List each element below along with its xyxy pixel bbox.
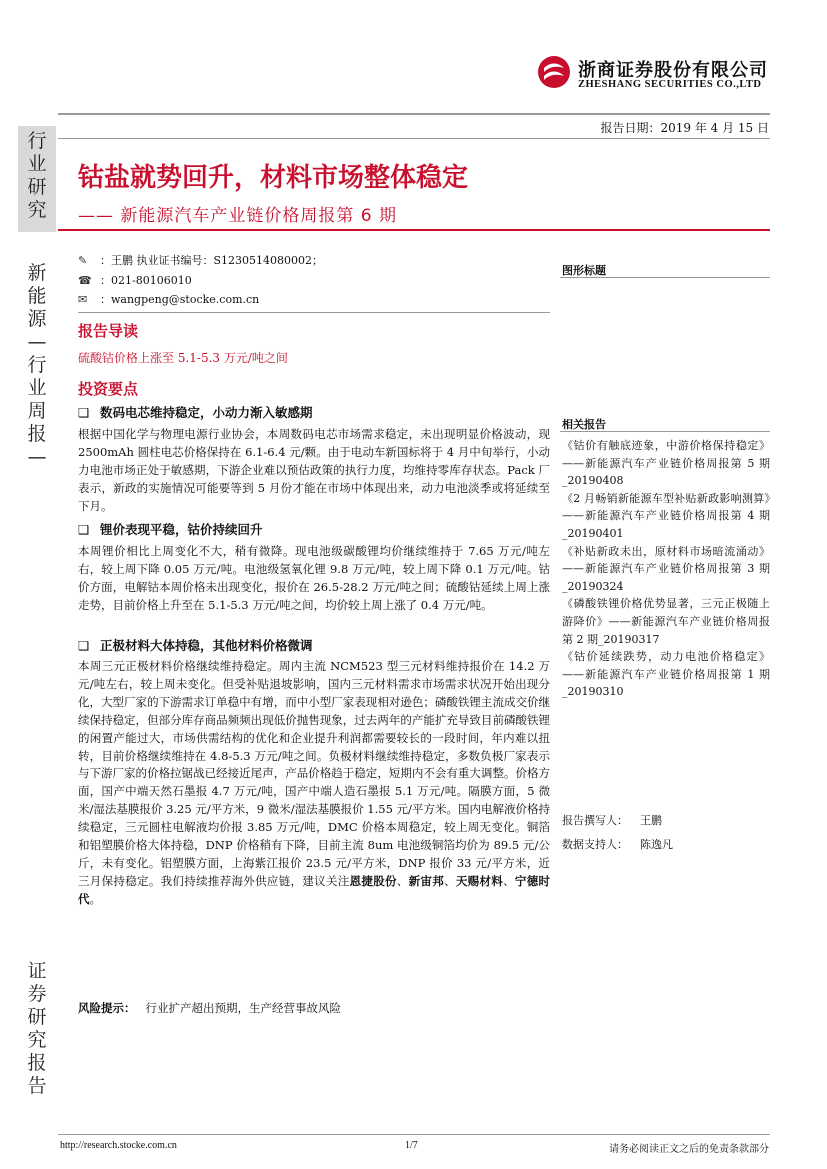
pen-icon: ✎ (78, 254, 88, 267)
footer-url-link[interactable]: http://research.stocke.com.cn (60, 1140, 177, 1151)
logo-mark-icon (536, 54, 572, 90)
point-3-body: 本周三元正极材料价格继续维持稳定。周内主流 NCM523 型三元材料维持报价在 14.2 万元/吨左右，较上周未变化。但受补贴退坡影响，国内三元材料需求市场需求状况开始出现分化，大型厂家的下游需求订单稳中有增，而中小型厂家表现相对逊色；磷酸铁锂主流成交价继续保持稳定，但部分库存商品频频出现低价抛售现象，过去两年的产能扩充导致目前磷酸铁锂的闲置产能过大，市场供需结构的优化和企业提升利润都需要较长的一段时间，年内难以扭转，目前价格继续维持在 4.8-5.3 万元/吨之间。负极材料继续维持稳定，多数负极厂家表示与下游厂家的价格拉锯战已经接近尾声，产品价格趋于稳定，短期内不会有重大调整。价格方面，国产中端天然石墨报 4.7 万元/吨，国产中端人造石墨报 5.1 万元/吨。隔膜方面，5 微米/湿法基膜报价 3.25 元/平方米，9 微米/湿法基膜报价 1.55 元/平方米。国内电解液价格持续稳定，三元圆柱电解液均价报 3.85 万元/吨，DMC 价格本周稳定，较上周无变化。铜箔和铝塑膜价格大体持稳，DNP 价格稍有下降，目前主流 8um 电池级铜箔均价为 89.5 元/公斤，未有变化。铝塑膜方面，上海紫江报价 23.5 元/平方米，DNP 报价 33 元/平方米，近三月保持稳定。我们持续推荐海外供应链，建议关注恩捷股份、新宙邦、天赐材料、宁德时代。 (78, 659, 551, 906)
recommend-stock: 恩捷股份 (349, 873, 397, 888)
phone-line (78, 272, 192, 288)
figure-rule (560, 277, 770, 278)
report-writer: 报告撰写人： 王鹏 (562, 814, 662, 827)
sidebar-category-mid: 新 能 源 — 行 业 周 报 — (27, 262, 47, 468)
recommend-stock: 天赐材料 (455, 873, 504, 888)
contact-rule (78, 312, 550, 313)
report-date: 报告日期：2019 年 4 月 15 日 (600, 121, 769, 135)
guide-text: 硫酸钴价格上涨至 5.1-5.3 万元/吨之间 (78, 351, 288, 365)
phone-icon: ☎ (78, 274, 92, 287)
guide-heading: 报告导读 (78, 322, 139, 340)
footer-disclaimer: 请务必阅读正文之后的免责条款部分 (609, 1144, 769, 1155)
email-line (78, 291, 259, 307)
points-heading: 投资要点 (78, 380, 139, 398)
phone-text: ：021-80106010 (100, 274, 192, 287)
company-name-en: ZHESHANG SECURITIES CO.,LTD (578, 79, 762, 90)
email-link[interactable]: ：wangpeng@stocke.com.cn (100, 293, 260, 306)
report-subtitle: —— 新能源汽车产业链价格周报第 6 期 (78, 206, 398, 226)
company-name-cn: 浙商证券股份有限公司 (578, 60, 768, 81)
risk-warning (78, 1000, 341, 1016)
point-1-title: ❑ 数码电芯维持稳定，小动力渐入敏感期 (78, 405, 313, 420)
checkbox-bullet-icon: ❑ (78, 638, 90, 653)
checkbox-bullet-icon: ❑ (78, 405, 90, 420)
sidebar-category-bottom: 证 券 研 究 报 告 (27, 960, 47, 1097)
mail-icon: ✉ (78, 293, 88, 306)
point-3-title: ❑ 正极材料大体持稳，其他材料价格微调 (78, 638, 313, 653)
sidebar-category-top: 行 业 研 究 (27, 130, 47, 221)
related-heading: 相关报告 (562, 418, 606, 431)
author-text: ：王鹏 执业证书编号：S1230514080002； (100, 254, 324, 267)
date-rule (58, 138, 770, 139)
related-report-item: 《补贴新政未出，原材料市场暗流涌动》——新能源汽车产业链价格周报第 3 期_20190324 (562, 544, 770, 593)
risk-text: 行业扩产超出预期，生产经营事故风险 (145, 1001, 341, 1015)
title-rule (58, 229, 770, 231)
recommend-stock: 新宙邦 (408, 873, 445, 888)
checkbox-bullet-icon: ❑ (78, 522, 90, 537)
company-logo (536, 52, 776, 96)
page-number: 1/7 (405, 1140, 418, 1151)
data-supporter: 数据支持人： 陈逸凡 (562, 838, 673, 851)
related-reports-list (562, 437, 770, 701)
report-title: 钴盐就势回升，材料市场整体稳定 (78, 163, 469, 193)
related-report-item: 《钴价延续跌势，动力电池价格稳定》——新能源汽车产业链价格周报第 1 期_20190310 (562, 650, 770, 699)
related-report-item: 《2 月畅销新能源车型补贴新政影响测算》——新能源汽车产业链价格周报第 4 期_20190401 (562, 491, 770, 540)
point-1-body: 根据中国化学与物理电源行业协会，本周数码电芯市场需求稳定，未出现明显价格波动，现 2500mAh 圆柱电芯价格保持在 6.1-6.4 元/颗。由于电动车新国标将于 4 月中旬举行，小动力电池市场正处于敏感期，下游企业难以预估政策的执行力度，均维持零库存状态。Pack 厂表示，新政的实施情况可能要等到 5 月份才能在市场中体现出来，动力电池淡季或将延续至下月。 (78, 427, 550, 513)
author-line (78, 252, 323, 268)
point-2-title: ❑ 锂价表现平稳，钴价持续回升 (78, 522, 263, 537)
recommend-stock: 宁德时代 (78, 873, 551, 906)
figure-heading: 图形标题 (562, 264, 606, 277)
related-rule (560, 431, 770, 432)
related-report-item: 《钴价有触底迹象，中游价格保持稳定》——新能源汽车产业链价格周报第 5 期_20190408 (562, 439, 770, 488)
footer-rule (58, 1134, 770, 1135)
related-report-item: 《磷酸铁锂价格优势显著，三元正极随上游降价》——新能源汽车产业链价格周报第 2 期_20190317 (562, 597, 770, 646)
risk-label: 风险提示： (78, 1001, 136, 1015)
header-rule (58, 113, 770, 115)
point-2-body: 本周锂价相比上周变化不大，稍有微降。现电池级碳酸锂均价继续维持于 7.65 万元/吨左右，较上周下降 0.05 万元/吨。电池级氢氧化锂 9.8 万元/吨，较上周下降 0.1 万元/吨。钴价方面，电解钴本周价格未出现变化，报价在 26.5-28.2 万元/吨之间；硫酸钴延续上周上涨走势，目前价格上升至在 5.1-5.3 万元/吨之间，均价较上周上涨了 0.4 万元/吨。 (78, 544, 550, 612)
